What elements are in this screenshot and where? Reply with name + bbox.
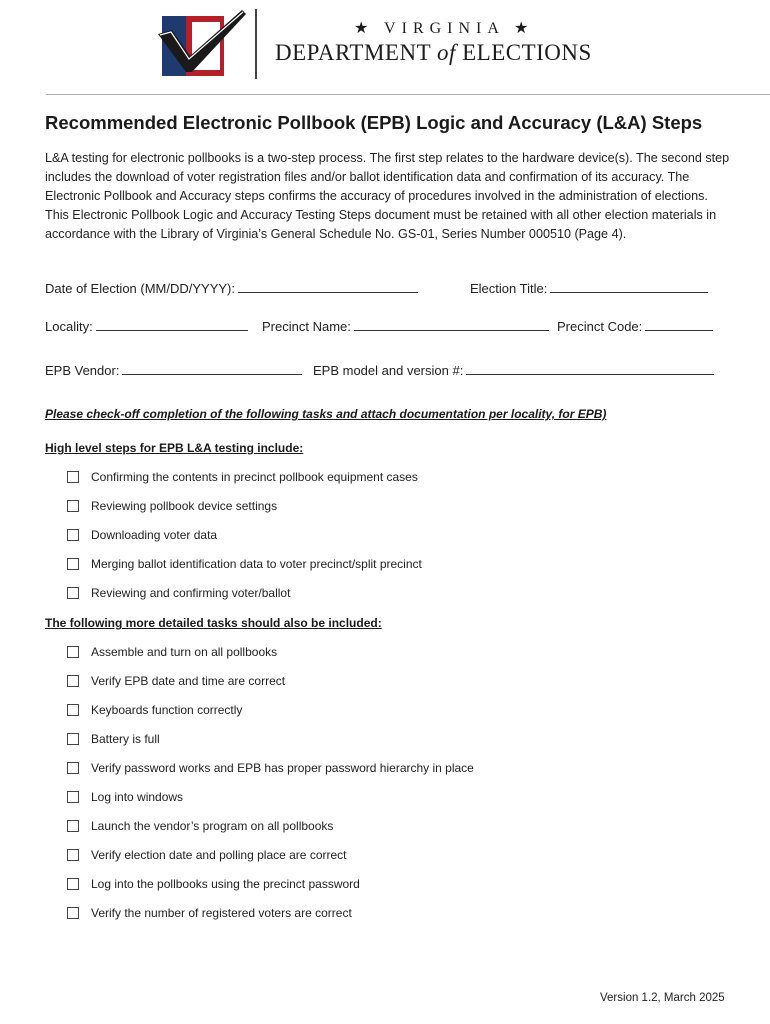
checklist-item — [67, 556, 422, 572]
org-of-text: of — [436, 40, 456, 65]
checklist-item-label: Confirming the contents in precinct pollbook equipment cases — [91, 470, 418, 484]
checklist-item-label: Verify election date and polling place are correct — [91, 848, 347, 862]
checklist-item — [67, 789, 183, 805]
locality-field — [45, 318, 248, 334]
election-date-label: Date of Election (MM/DD/YYYY): — [45, 281, 235, 296]
org-state-name: ★ VIRGINIA ★ — [354, 20, 535, 37]
org-department-name — [275, 40, 592, 66]
checklist-item-label: Verify EPB date and time are correct — [91, 674, 286, 688]
checklist-item-label: Verify the number of registered voters are correct — [91, 906, 352, 920]
epb-model-label: EPB model and version #: — [313, 363, 464, 378]
checkbox[interactable] — [67, 733, 79, 745]
checklist-item-label: Log into windows — [91, 790, 184, 804]
checklist-item-label: Reviewing pollbook device settings — [91, 499, 278, 513]
election-date-input[interactable] — [238, 280, 418, 293]
checklist-item-label: Assemble and turn on all pollbooks — [91, 645, 278, 659]
checklist-item-label: Verify password works and EPB has proper password hierarchy in place — [91, 761, 474, 775]
locality-label: Locality: — [45, 319, 93, 334]
precinct-name-label: Precinct Name: — [262, 319, 351, 334]
election-title-label: Election Title: — [470, 281, 548, 296]
virginia-elections-logo — [156, 8, 248, 78]
high-level-heading: High level steps for EPB L&A testing include: — [45, 441, 304, 455]
checkbox[interactable] — [67, 675, 79, 687]
checklist-item-label: Battery is full — [91, 732, 160, 746]
precinct-code-field — [557, 318, 713, 334]
document-title-text: Recommended Electronic Pollbook (EPB) Logic and Accuracy (L&A) Steps — [45, 112, 703, 133]
checkbox[interactable] — [67, 791, 79, 803]
checklist-item — [67, 876, 360, 892]
checklist-item — [67, 644, 277, 660]
org-elections-text: ELECTIONS — [462, 40, 592, 65]
epb-vendor-input[interactable] — [122, 362, 302, 375]
checkbox[interactable] — [67, 587, 79, 599]
precinct-code-label: Precinct Code: — [557, 319, 643, 334]
checklist-item-label: Launch the vendor’s program on all pollbooks — [91, 819, 334, 833]
checklist-item-label: Merging ballot identification data to voter precinct/split precinct — [91, 557, 422, 571]
locality-input[interactable] — [96, 318, 248, 331]
checkbox[interactable] — [67, 878, 79, 890]
precinct-name-input[interactable] — [354, 318, 549, 331]
checkbox[interactable] — [67, 500, 79, 512]
checklist-item — [67, 760, 474, 776]
checklist-item — [67, 673, 285, 689]
checklist-item — [67, 585, 290, 601]
checkbox[interactable] — [67, 471, 79, 483]
checkbox[interactable] — [67, 820, 79, 832]
checklist-item-label: Log into the pollbooks using the precinct password — [91, 877, 360, 891]
checkoff-instructions: Please check-off completion of the following tasks and attach documentation per locality, for EPB) — [45, 407, 607, 421]
checklist-item — [67, 527, 217, 543]
checkbox[interactable] — [67, 762, 79, 774]
precinct-code-input[interactable] — [645, 318, 713, 331]
checkbox[interactable] — [67, 849, 79, 861]
header-rule — [46, 94, 770, 95]
checkbox[interactable] — [67, 704, 79, 716]
checklist-item — [67, 702, 242, 718]
election-title-input[interactable] — [550, 280, 708, 293]
checklist-item — [67, 847, 347, 863]
checklist-item-label: Downloading voter data — [91, 528, 218, 542]
epb-model-field — [313, 362, 714, 378]
checkbox[interactable] — [67, 529, 79, 541]
checklist-item-label: Reviewing and confirming voter/ballot — [91, 586, 291, 600]
election-title-field — [470, 280, 708, 296]
version-footer: Version 1.2, March 2025 — [600, 992, 725, 1004]
checkbox[interactable] — [67, 646, 79, 658]
header-divider — [255, 9, 257, 79]
precinct-name-field — [262, 318, 549, 334]
checklist-item — [67, 498, 277, 514]
checklist-item-label: Keyboards function correctly — [91, 703, 243, 717]
org-dept-text: DEPARTMENT — [275, 40, 431, 65]
epb-model-input[interactable] — [466, 362, 714, 375]
document-title — [45, 112, 702, 134]
checkbox[interactable] — [67, 558, 79, 570]
election-date-field — [45, 280, 418, 296]
intro-paragraph: L&A testing for electronic pollbooks is a two-step process. The first step relates to the hardware device(s). The second step includes the download of voter registration files and/or ballot identification data and confirmation of its accuracy. The Electronic Pollbook and Accuracy steps confirms the accuracy of procedures involved in the administration of elections. This Electronic Pollbook Logic and Accuracy Testing Steps document must be retained with all other election materials in accordance with the Library of Virginia’s General Schedule No. GS-01, Series Number 000510 (Page 4). — [45, 151, 730, 241]
epb-vendor-field — [45, 362, 302, 378]
checklist-item — [67, 469, 418, 485]
epb-vendor-label: EPB Vendor: — [45, 363, 120, 378]
checklist-item — [67, 905, 352, 921]
detailed-heading: The following more detailed tasks should also be included: — [45, 616, 382, 630]
checklist-item — [67, 731, 160, 747]
checklist-item — [67, 818, 333, 834]
checkbox[interactable] — [67, 907, 79, 919]
